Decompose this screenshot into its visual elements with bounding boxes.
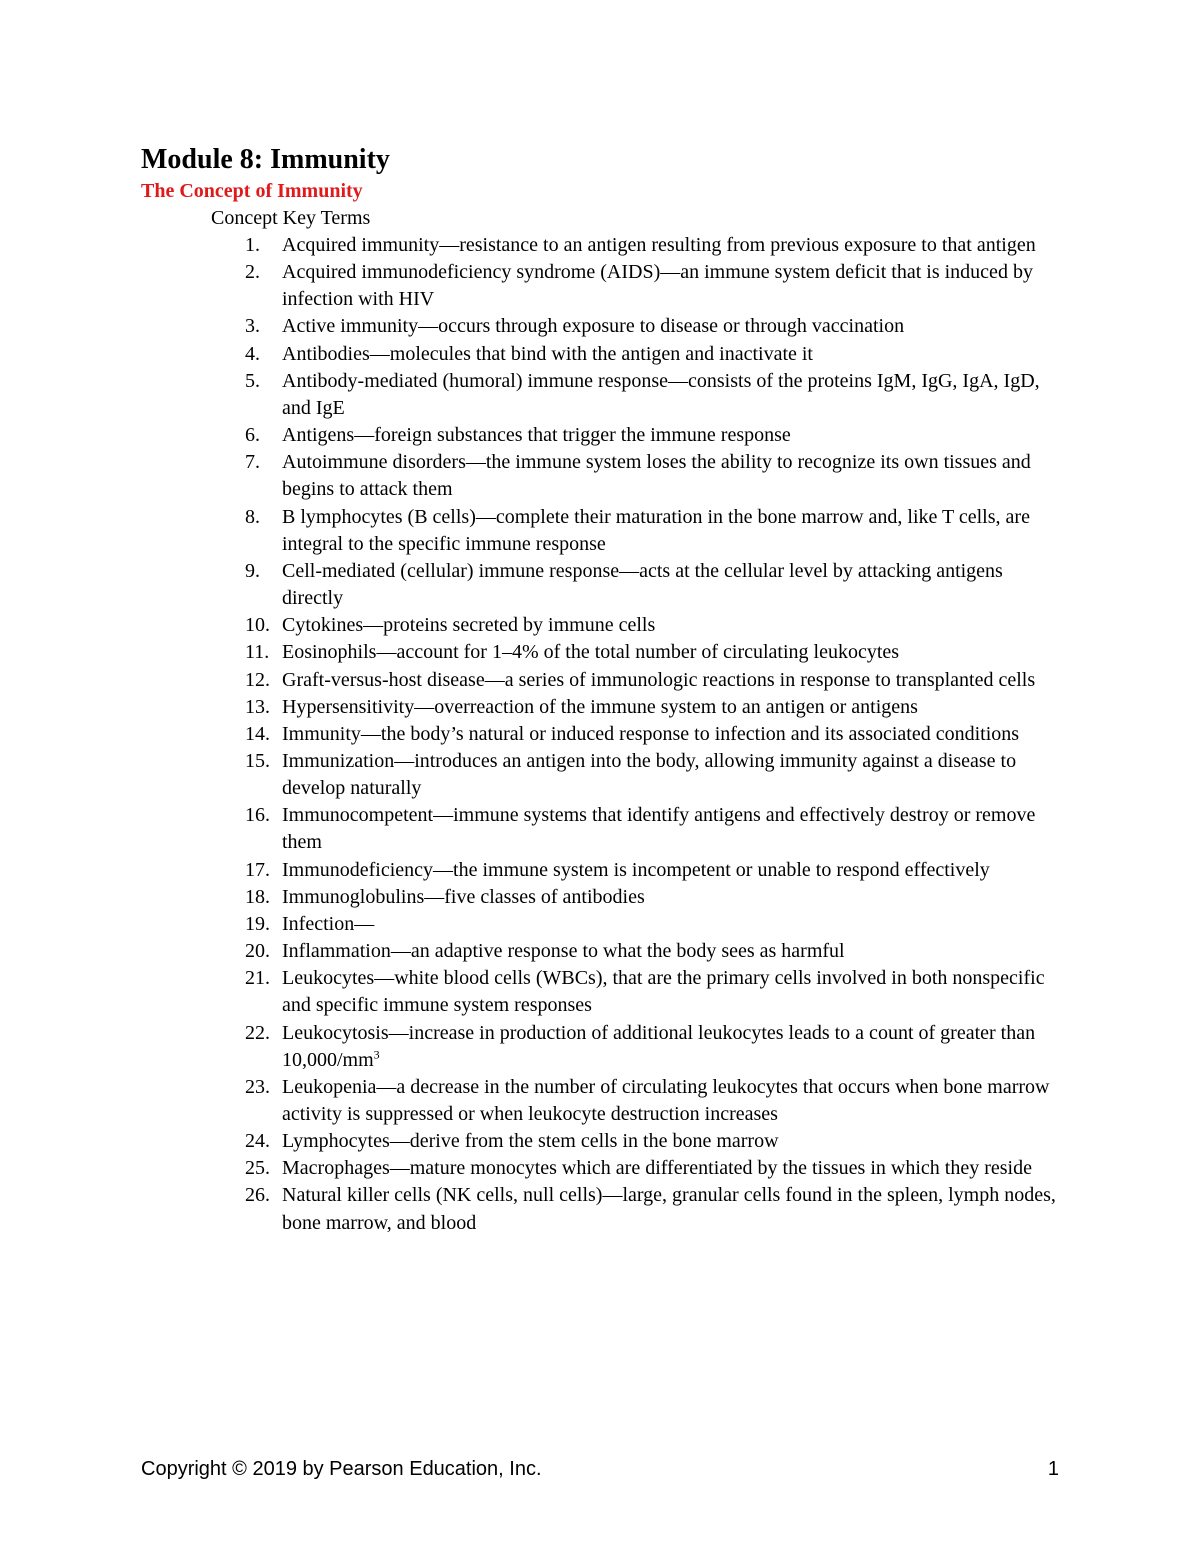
term-list-item: [245, 1182, 1075, 1236]
term-definition: [282, 313, 1067, 340]
term-list-item: [245, 504, 1075, 558]
term-definition-text: Immunization—introduces an antigen into the body, allowing immunity against a disease to develop naturally: [282, 749, 1017, 800]
term-list-item: [245, 694, 1075, 721]
term-list-item: [245, 232, 1075, 259]
term-definition-text: Inflammation—an adaptive response to what the body sees as harmful: [282, 940, 845, 963]
term-number: 23.: [245, 1075, 270, 1098]
term-number: 25.: [245, 1157, 270, 1180]
term-definition: [282, 612, 1067, 639]
term-list-item: [245, 748, 1075, 802]
term-number: 3.: [245, 315, 260, 338]
term-definition-text: Natural killer cells (NK cells, null cells)—large, granular cells found in the spleen, lymph nodes, bone marrow, and blood: [282, 1184, 1056, 1234]
term-definition: [282, 504, 1067, 558]
term-list-item: [245, 667, 1075, 694]
term-number: 7.: [245, 451, 260, 474]
term-definition-text: Infection—: [282, 912, 375, 935]
term-number: 1.: [245, 234, 260, 256]
term-definition: [282, 449, 1067, 503]
term-definition: [282, 667, 1067, 694]
term-number: 12.: [245, 668, 270, 691]
term-number: 21.: [245, 967, 270, 990]
term-definition-text: Cytokines—proteins secreted by immune cells: [282, 614, 656, 637]
term-list-item: [245, 558, 1075, 612]
term-definition: [282, 558, 1067, 612]
term-definition-text: Graft-versus-host disease—a series of immunologic reactions in response to transplanted cells: [282, 668, 1036, 691]
term-definition: [282, 965, 1067, 1019]
term-definition: [282, 857, 1067, 884]
term-definition: [282, 1020, 1067, 1074]
term-list-item: [245, 857, 1075, 884]
term-definition: [282, 911, 1067, 938]
term-definition-text: Leukocytes—white blood cells (WBCs), that are the primary cells involved in both nonspecific and specific immune system responses: [282, 967, 1045, 1017]
term-definition: [282, 1074, 1067, 1128]
term-number: 18.: [245, 885, 270, 908]
term-definition: [282, 802, 1067, 856]
term-definition: [282, 232, 1067, 259]
term-number: 24.: [245, 1130, 270, 1153]
term-definition-text: Autoimmune disorders—the immune system loses the ability to recognize its own tissues and begins to attack them: [282, 451, 1031, 501]
term-definition: [282, 639, 1067, 666]
term-definition-text: Macrophages—mature monocytes which are differentiated by the tissues in which they reside: [282, 1157, 1032, 1180]
term-list-item: [245, 1155, 1075, 1182]
copyright-notice: Copyright © 2019 by Pearson Education, Inc.: [141, 1458, 542, 1480]
term-definition-text: Active immunity—occurs through exposure to disease or through vaccination: [282, 315, 905, 338]
term-definition-text: Acquired immunodeficiency syndrome (AIDS)—an immune system deficit that is induced by infection with HIV: [282, 261, 1033, 311]
term-list-item: [245, 313, 1075, 340]
term-definition: [282, 748, 1067, 802]
term-number: 4.: [245, 342, 260, 365]
superscript: 3: [373, 1047, 380, 1062]
term-list-item: [245, 721, 1075, 748]
module-title: Module 8: Immunity: [141, 144, 390, 175]
term-number: 11.: [245, 641, 270, 664]
term-list-item: [245, 368, 1075, 422]
term-number: 20.: [245, 940, 270, 963]
term-definition: [282, 721, 1067, 748]
term-definition-text: Cell-mediated (cellular) immune response—acts at the cellular level by attacking antigens directly: [282, 559, 1003, 610]
term-definition-text: Antigens—foreign substances that trigger the immune response: [282, 424, 791, 447]
page-footer: [141, 1456, 1059, 1482]
term-number: 22.: [245, 1021, 270, 1044]
term-definition-text: Antibody-mediated (humoral) immune response—consists of the proteins IgM, IgG, IgA, IgD, and IgE: [282, 369, 1040, 419]
term-list-item: [245, 1128, 1075, 1155]
term-list-item: [245, 259, 1075, 313]
term-definition-text: Immunocompetent—immune systems that identify antigens and effectively destroy or remove them: [282, 804, 1036, 854]
term-definition-text: Antibodies—molecules that bind with the antigen and inactivate it: [282, 342, 813, 365]
term-number: 8.: [245, 505, 260, 528]
term-number: 6.: [245, 424, 260, 447]
term-list-item: [245, 802, 1075, 856]
term-list-item: [245, 965, 1075, 1019]
term-list-item: [245, 884, 1075, 911]
term-definition: [282, 1155, 1067, 1182]
section-title: The Concept of Immunity: [141, 180, 363, 202]
term-definition-text: Eosinophils—account for 1–4% of the total number of circulating leukocytes: [282, 641, 900, 664]
term-definition-text: Lymphocytes—derive from the stem cells in the bone marrow: [282, 1130, 779, 1153]
term-definition: [282, 938, 1067, 965]
term-definition: [282, 422, 1067, 449]
term-definition: [282, 259, 1067, 313]
term-definition: [282, 694, 1067, 721]
term-definition-text: B lymphocytes (B cells)—complete their maturation in the bone marrow and, like T cells, are integral to the specific immune response: [282, 505, 1030, 555]
term-list-item: [245, 341, 1075, 368]
term-list-item: [245, 911, 1075, 938]
term-definition: [282, 884, 1067, 911]
term-number: 17.: [245, 858, 270, 881]
term-definition: [282, 341, 1067, 368]
term-definition-text: Immunity—the body’s natural or induced response to infection and its associated conditions: [282, 722, 1020, 745]
term-number: 5.: [245, 369, 260, 392]
term-definition: [282, 1182, 1067, 1236]
term-number: 15.: [245, 749, 270, 772]
term-number: 14.: [245, 722, 270, 745]
term-number: 9.: [245, 559, 260, 582]
term-definition-text: Acquired immunity—resistance to an antigen resulting from previous exposure to that antigen: [282, 234, 1036, 256]
key-terms-list: [245, 232, 1075, 1237]
term-definition-text: Immunodeficiency—the immune system is incompetent or unable to respond effectively: [282, 858, 990, 881]
term-list-item: [245, 422, 1075, 449]
term-list-item: [245, 449, 1075, 503]
term-list-item: [245, 938, 1075, 965]
term-list-item: [245, 612, 1075, 639]
term-list-item: [245, 1020, 1075, 1074]
term-list-item: [245, 639, 1075, 666]
term-definition: [282, 368, 1067, 422]
term-number: 26.: [245, 1184, 270, 1207]
term-number: 16.: [245, 804, 270, 827]
term-definition-text: Leukocytosis—increase in production of additional leukocytes leads to a count of greater than 10,000/mm: [282, 1021, 1036, 1071]
term-definition-text: Immunoglobulins—five classes of antibodies: [282, 885, 645, 908]
term-definition-text: Hypersensitivity—overreaction of the immune system to an antigen or antigens: [282, 695, 918, 718]
term-number: 19.: [245, 912, 270, 935]
term-definition: [282, 1128, 1067, 1155]
term-list-item: [245, 1074, 1075, 1128]
page-number: 1: [1047, 1458, 1059, 1480]
concept-key-terms-heading: Concept Key Terms: [211, 207, 371, 229]
term-number: 13.: [245, 695, 270, 718]
term-number: 10.: [245, 614, 270, 637]
term-definition-text: Leukopenia—a decrease in the number of circulating leukocytes that occurs when bone marrow activity is suppressed or when leukocyte destruction increases: [282, 1075, 1050, 1125]
term-number: 2.: [245, 261, 260, 284]
